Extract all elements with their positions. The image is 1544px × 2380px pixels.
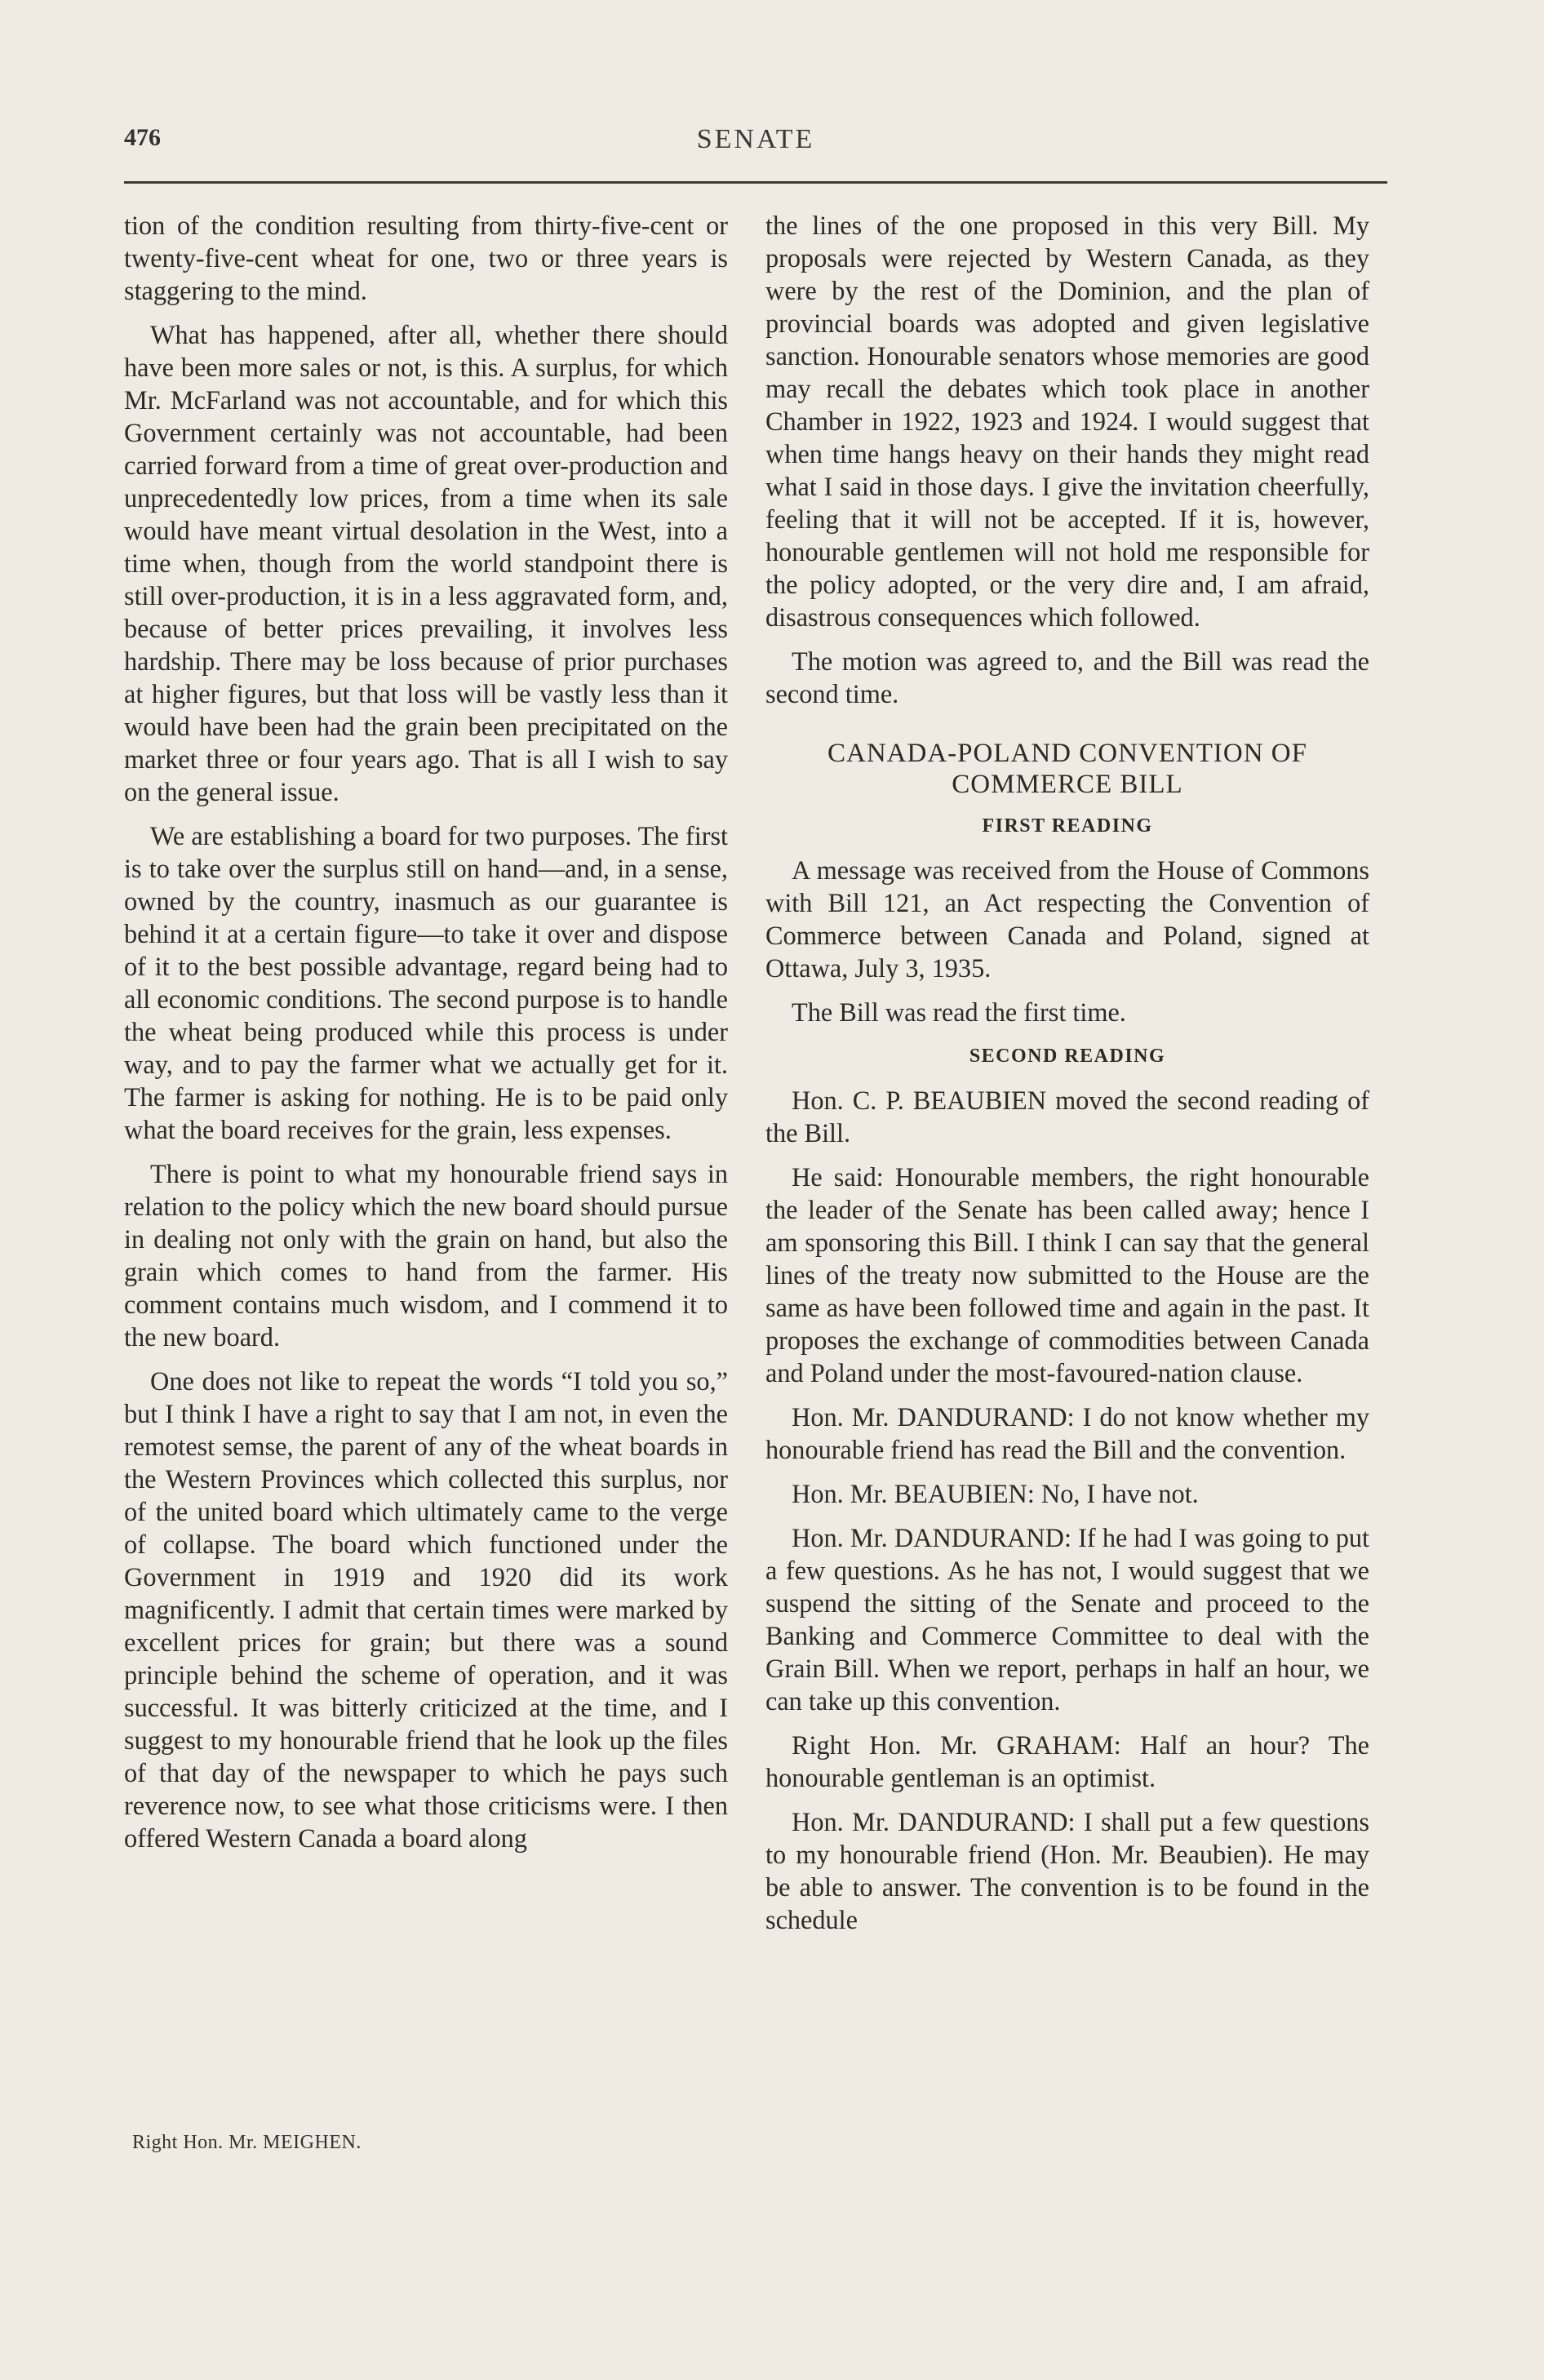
right-column [765,209,1369,1947]
section-title-line: COMMERCE BILL [952,770,1183,799]
section-title [765,738,1369,800]
paragraph: He said: Honourable members, the right honourable the leader of the Senate has been called away; hence I am sponsoring this Bill. I think I can say that the general lines of the treaty now submitted to the House are the same as have been followed time and again in the past. It proposes the exchange of commodities between Canada and Poland under the most-favoured-nation clause. [765,1162,1369,1388]
paragraph: tion of the condition resulting from thirty-five-cent or twenty-five-cent wheat for one, two or three years is staggering to the mind. [124,211,728,305]
page-number: 476 [124,124,161,151]
paragraph: The motion was agreed to, and the Bill was read the second time. [765,646,1369,708]
second-reading-heading: SECOND READING [969,1046,1166,1067]
paragraph: Hon. Mr. DANDURAND: I do not know whether my honourable friend has read the Bill and the convention. [765,1402,1369,1464]
running-head: SENATE [696,124,815,154]
first-reading-heading: FIRST READING [982,815,1153,837]
footer-speaker-name: Right Hon. Mr. MEIGHEN. [132,2132,362,2153]
paragraph: There is point to what my honourable friend says in relation to the policy which the new board should pursue in dealing not only with the grain on hand, but also the grain which comes to hand from the farmer. His comment contains much wisdom, and I commend it to the new board. [124,1159,728,1352]
paragraph: What has happened, after all, whether there should have been more sales or not, is this. A surplus, for which Mr. McFarland was not accountable, and for which this Government certainly was not accountable, had been carried forward from a time of great over-production and unprecedentedly low prices, from a time when its sale would have meant virtual desolation in the West, into a time when, though from the world standpoint there is still over-production, it is in a less aggravated form, and, because of better prices prevailing, it involves less hardship. There may be loss because of prior purchases at higher figures, but that loss will be vastly less than it would have been had the grain been precipitated on the market three or four years ago. That is all I wish to say on the general issue. [124,320,728,806]
paragraph: Hon. Mr. DANDURAND: If he had I was going to put a few questions. As he has not, I would suggest that we suspend the sitting of the Senate and proceed to the Banking and Commerce Committee to deal with the Grain Bill. When we report, perhaps in half an hour, we can take up this convention. [765,1523,1369,1716]
paragraph: The Bill was read the first time. [792,997,1126,1027]
page-header [124,124,1387,157]
paragraph: Hon. C. P. BEAUBIEN moved the second reading of the Bill. [765,1086,1369,1148]
paragraph: A message was received from the House of Commons with Bill 121, an Act respecting the Convention of Commerce between Canada and Poland, signed at Ottawa, July 3, 1935. [765,855,1369,983]
paragraph: Hon. Mr. BEAUBIEN: No, I have not. [792,1479,1199,1508]
section-title-line: CANADA-POLAND CONVENTION OF [827,739,1307,768]
paragraph: We are establishing a board for two purposes. The first is to take over the surplus still on hand—and, in a sense, owned by the country, inasmuch as our guarantee is behind it at a certain figure—to take it over and dispose of it to the best possible advantage, regard being had to all economic conditions. The second purpose is to handle the wheat being produced while this process is under way, and to pay the farmer what we actually get for it. The farmer is asking for nothing. He is to be paid only what the board receives for the grain, less expenses. [124,821,728,1144]
paragraph: the lines of the one proposed in this very Bill. My proposals were rejected by Western Canada, as they were by the rest of the Dominion, and the plan of provincial boards was adopted and given legislative sanction. Honourable senators whose memories are good may recall the debates which took place in another Chamber in 1922, 1923 and 1924. I would suggest that when time hangs heavy on their hands they might read what I said in those days. I give the invitation cheerfully, feeling that it will not be accepted. If it is, however, honourable gentlemen will not hold me responsible for the policy adopted, or the very dire and, I am afraid, disastrous consequences which followed. [765,211,1369,632]
paragraph: One does not like to repeat the words “I told you so,” but I think I have a right to say that I am not, in even the remotest semse, the parent of any of the wheat boards in the Western Provinces which collected this surplus, nor of the united board which ultimately came to the verge of collapse. The board which functioned under the Government in 1919 and 1920 did its work magnificently. I admit that certain times were marked by excellent prices for grain; but there was a sound principle behind the scheme of operation, and it was successful. It was bitterly criticized at the time, and I suggest to my honourable friend that he look up the files of that day of the newspaper to which he pays such reverence now, to see what those criticisms were. I then offered Western Canada a board along [124,1366,728,1853]
paragraph: Hon. Mr. DANDURAND: I shall put a few questions to my honourable friend (Hon. Mr. Beaubien). He may be able to answer. The convention is to be found in the schedule [765,1807,1369,1934]
header-rule [124,181,1387,184]
paragraph: Right Hon. Mr. GRAHAM: Half an hour? The honourable gentleman is an optimist. [765,1730,1369,1792]
left-column [124,209,728,1866]
